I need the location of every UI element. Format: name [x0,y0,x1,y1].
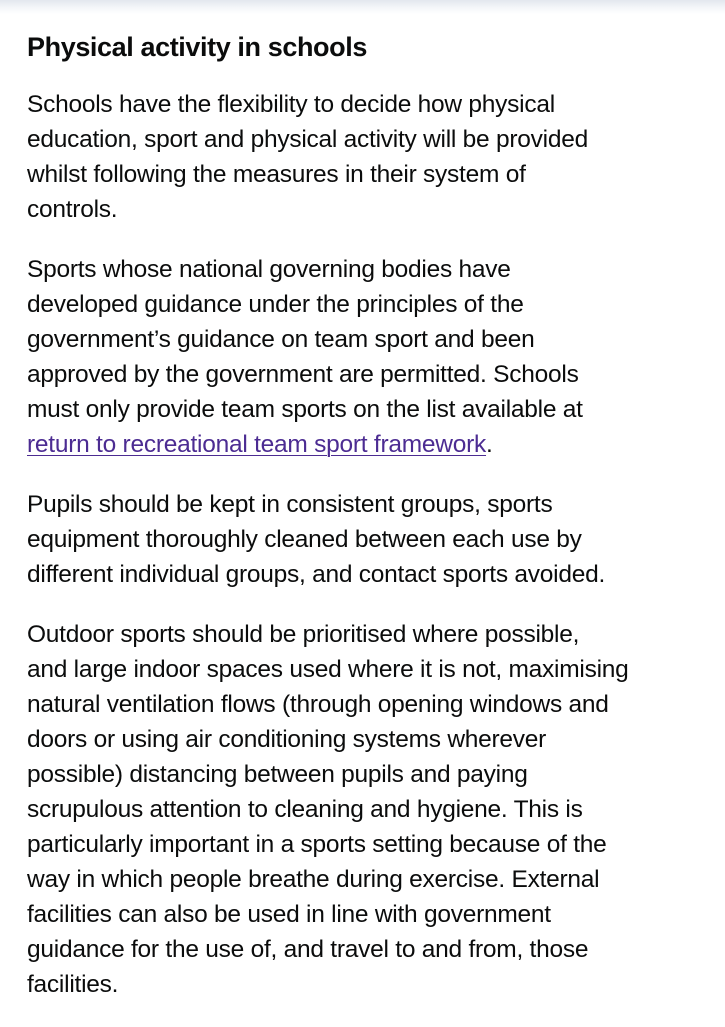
text-line: different individual groups, and contact sports avoided. [27,561,606,588]
text-line: whilst following the measures in their system of [27,161,526,188]
text-line: natural ventilation flows (through opening windows and [27,691,609,718]
paragraph-flexibility [27,87,707,227]
top-shadow-bar [0,0,725,14]
text-line: facilities can also be used in line with government [27,901,551,928]
text-line: and large indoor spaces used where it is not, maximising [27,656,629,683]
text-line: Outdoor sports should be prioritised where possible, [27,621,580,648]
text-line: government’s guidance on team sport and been [27,326,535,353]
link-line [27,427,707,462]
text-line: doors or using air conditioning systems wherever [27,726,547,753]
article-content [27,28,707,1027]
text-line: Sports whose national governing bodies have [27,256,511,283]
paragraph-team-sports [27,252,707,462]
paragraph-outdoor-sports [27,617,707,1002]
text-line: scrupulous attention to cleaning and hygiene. This is [27,796,583,823]
text-line: particularly important in a sports setting because of the [27,831,607,858]
text-line: must only provide team sports on the list available at [27,396,583,423]
text-line: controls. [27,196,118,223]
text-line: developed guidance under the principles of the [27,291,524,318]
text-line: guidance for the use of, and travel to and from, those [27,936,589,963]
text-line: equipment thoroughly cleaned between each use by [27,526,582,553]
team-sport-framework-link[interactable]: return to recreational team sport framework [27,431,487,458]
text-line: possible) distancing between pupils and paying [27,761,528,788]
text-line: way in which people breathe during exercise. External [27,866,600,893]
link-suffix: . [486,431,493,458]
text-line: Schools have the flexibility to decide how physical [27,91,555,118]
page-title: Physical activity in schools [27,32,367,62]
text-line: facilities. [27,971,119,998]
text-line: education, sport and physical activity will be provided [27,126,588,153]
text-line: Pupils should be kept in consistent groups, sports [27,491,553,518]
paragraph-groups [27,487,707,592]
text-line: approved by the government are permitted. Schools [27,361,579,388]
